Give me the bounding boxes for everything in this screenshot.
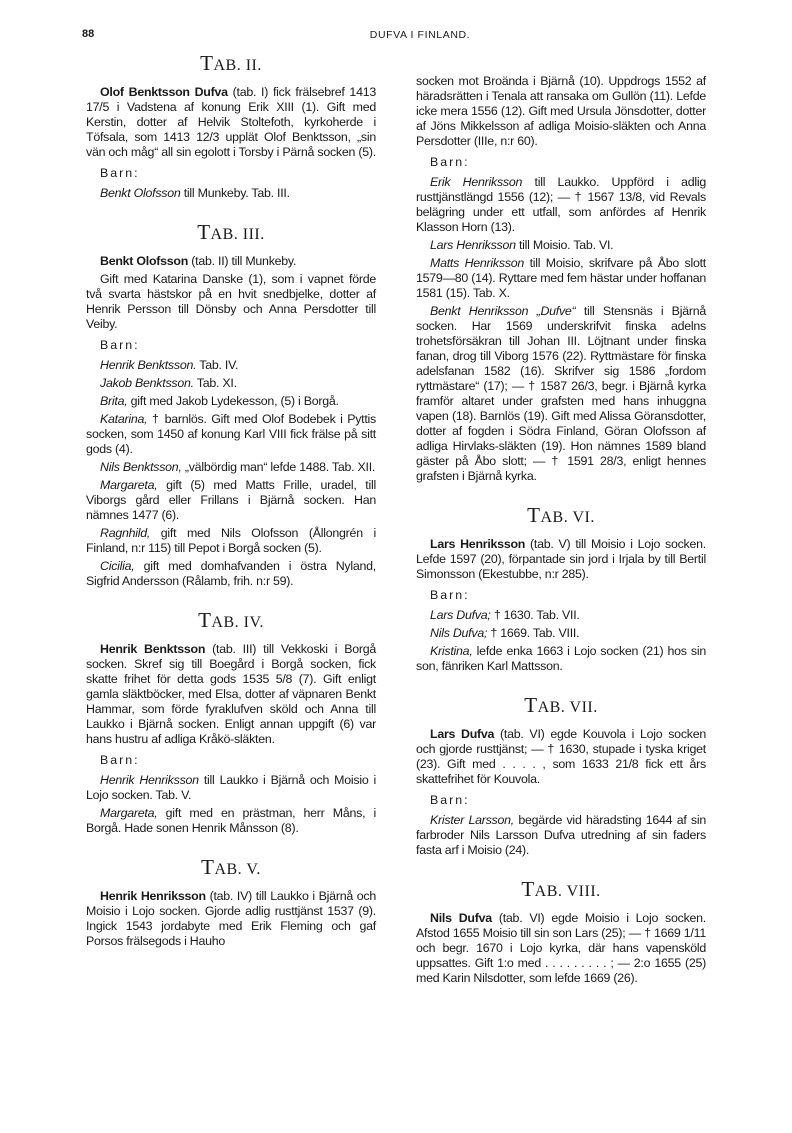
child-entry: Krister Larsson, begärde vid häradsting 1644 af sin farbroder Nils Larsson Dufva utredning af sin faders fasta arf i Moisio (24).: [416, 813, 707, 857]
tab-4-heading: TAB. IV.: [198, 608, 264, 632]
tab-5-entry: Henrik Henriksson (tab. IV) till Laukko i Bjärnå och Moisio i Lojo socken. Gjorde adlig rusttjänst 1537 (9). Ingick 1543 jordabyte med Erik Fleming och gaf Porsos frälsegods i Hauho: [86, 889, 376, 948]
tab-5-children-label: Barn:: [430, 155, 470, 169]
tab-6-heading: TAB. VI.: [527, 503, 595, 527]
tab-3-marriage: Gift med Katarina Danske (1), som i vapnet förde två svarta hästskor på en hvit snedbjelke, dotter af Henrik Persson till Dönsby och Anna Persdotter till Veiby.: [86, 272, 376, 331]
child-entry: Nils Benktsson, „välbördig man“ lefde 1488. Tab. XII.: [100, 460, 376, 474]
child-entry: Cicilia, gift med domhafvanden i östra Nyland, Sigfrid Andersson (Rålamb, frih. n:r 59).: [86, 559, 376, 588]
tab-6-entry: Lars Henriksson (tab. V) till Moisio i Lojo socken. Lefde 1597 (20), förpantade sin jord i Irjala by till Bertil Simonsson (Ekestubbe, n:r 285).: [416, 537, 706, 581]
tab-8-heading: TAB. VIII.: [521, 877, 601, 901]
child-entry: Katarina, † barnlös. Gift med Olof Bodebek i Pyttis socken, som 1450 af konung Karl VIII fick frälse på sitt gods (4).: [86, 412, 376, 456]
child-entry: Benkt Henriksson „Dufve“ till Stensnäs i Bjärnå socken. Har 1569 underskrifvit finska adelns trohetsförsäkran till Johan III. Löjtnant under finska fanan, drog till Viborg 1576 (22). Ryttmästare för finska adelsfanan 1582 (16). Skrifver sig 1586 „fordom ryttmästare“ (17); — † 1587 26/3, begr. i Bjärnå kyrka framför altaret under grafsten med hans inhuggna vapen (18). Barnlös (19). Gift med Alissa Göransdotter, dotter af fogden i Södra Finland, Göran Olofsson af adliga Hirvlaks-släkten (19). Hon nämnes 1589 bland gäster på Åbo slott; — † 1591 28/3, enligt hennes grafsten i Bjärnå kyrka.: [416, 304, 707, 483]
tab-3-heading: TAB. III.: [197, 220, 265, 244]
child-entry: Henrik Benktsson. Tab. IV.: [100, 358, 239, 372]
tab-3-entry: Benkt Olofsson (tab. II) till Munkeby.: [100, 254, 297, 268]
child-entry: Ragnhild, gift med Nils Olofsson (Ållongrén i Finland, n:r 115) till Pepot i Borgå socken (5).: [86, 526, 376, 555]
tab-5-entry-continuation: socken mot Broända i Bjärnå (10). Uppdrogs 1552 af häradsrätten i Tenala att ransaka om Gullön (11). Lefde icke mera 1556 (12). Gift med Ursula Jönsdotter, dotter af Jöns Mikkelsson af adliga Moisio-släkten och Anna Persdotter (IIIe, n:r 60).: [416, 74, 706, 148]
tab-2-children-label: Barn:: [100, 166, 140, 180]
child-entry: Kristina, lefde enka 1663 i Lojo socken (21) hos sin son, fänriken Karl Mattsson.: [416, 644, 706, 673]
tab-7-heading: TAB. VII.: [524, 693, 598, 717]
child-entry: Henrik Henriksson till Laukko i Bjärnå och Moisio i Lojo socken. Tab. V.: [86, 773, 376, 802]
child-entry: Lars Dufva; † 1630. Tab. VII.: [430, 608, 580, 622]
child-entry: Jakob Benktsson. Tab. XI.: [100, 376, 237, 390]
running-title: DUFVA I FINLAND.: [369, 29, 471, 41]
child-entry: Margareta, gift (5) med Matts Frille, uradel, till Viborgs gård eller Frillans i Bjärnå socken. Han nämnes 1477 (6).: [86, 478, 376, 522]
tab-6-children-label: Barn:: [430, 588, 470, 602]
tab-2-heading: TAB. II.: [200, 51, 262, 75]
page-number: 88: [82, 28, 95, 40]
child-entry: Nils Dufva; † 1669. Tab. VIII.: [430, 626, 580, 640]
child-entry: Erik Henriksson till Laukko. Uppförd i adlig rusttjänstlängd 1556 (12); — † 1567 13/8, vid Revals belägring under ett utfall, som anfördes af Henrik Klasson Horn (13).: [416, 175, 706, 234]
right-column: [416, 54, 706, 989]
tab-4-children-label: Barn:: [100, 753, 140, 767]
child-entry: Lars Henriksson till Moisio. Tab. VI.: [430, 238, 614, 252]
tab-4-entry: Henrik Benktsson (tab. III) till Vekkoski i Borgå socken. Skref sig till Boegård i Borgå socken, fick skatte frihet för detta gods 1535 5/8 (7). Gift enligt gamla släktböcker, med Elsa, dotter af väpnaren Benkt Hammar, som förde fyraklufven sköld och Anna till Laukko i Bjärnå socken. Enligt annan uppgift (6) var hans hustru af adliga Kråkö-släkten.: [86, 642, 377, 746]
child-entry: Matts Henriksson till Moisio, skrifvare på Åbo slott 1579—80 (14). Ryttare med fem hästar under hoffanan 1581 (15). Tab. X.: [416, 256, 706, 300]
child-entry: Margareta, gift med en prästman, herr Måns, i Borgå. Hade sonen Henrik Månsson (8).: [86, 806, 376, 835]
tab-7-children-label: Barn:: [430, 793, 470, 807]
tab-2-entry: Olof Benktsson Dufva (tab. I) fick frälsebref 1413 17/5 i Vadstena af konung Erik XIII (1). Gift med Kerstin, dotter af Helvik Stoltefoth, kyrkoherde i Töfsala, som 1413 12/3 upplät Olof Benktsson, „sin vän och måg“ all sin egolott i Torsby i Pärnå socken (5).: [86, 85, 376, 159]
tab-3-children-label: Barn:: [100, 338, 140, 352]
tab-5-heading: TAB. V.: [201, 855, 261, 879]
child-entry: Benkt Olofsson till Munkeby. Tab. III.: [100, 186, 290, 200]
child-entry: Brita, gift med Jakob Lydekesson, (5) i Borgå.: [100, 394, 339, 408]
tab-7-entry: Lars Dufva (tab. VI) egde Kouvola i Lojo socken och gjorde rusttjänst; — † 1630, stupade i tyska kriget (23). Gift med . . . . , som 1633 21/8 fick ett års skattefrihet för Kouvola.: [416, 727, 706, 786]
left-column: [86, 51, 377, 952]
tab-8-entry: Nils Dufva (tab. VI) egde Moisio i Lojo socken. Afstod 1655 Moisio till sin son Lars (25); — † 1669 1/11 och begr. 1670 i Lojo kyrka, där hans vapensköld uppsattes. Gift 1:o med . . . . . . . . . ; — 2:o 1655 (25) med Karin Nilsdotter, som lefde 1669 (26).: [416, 911, 707, 985]
